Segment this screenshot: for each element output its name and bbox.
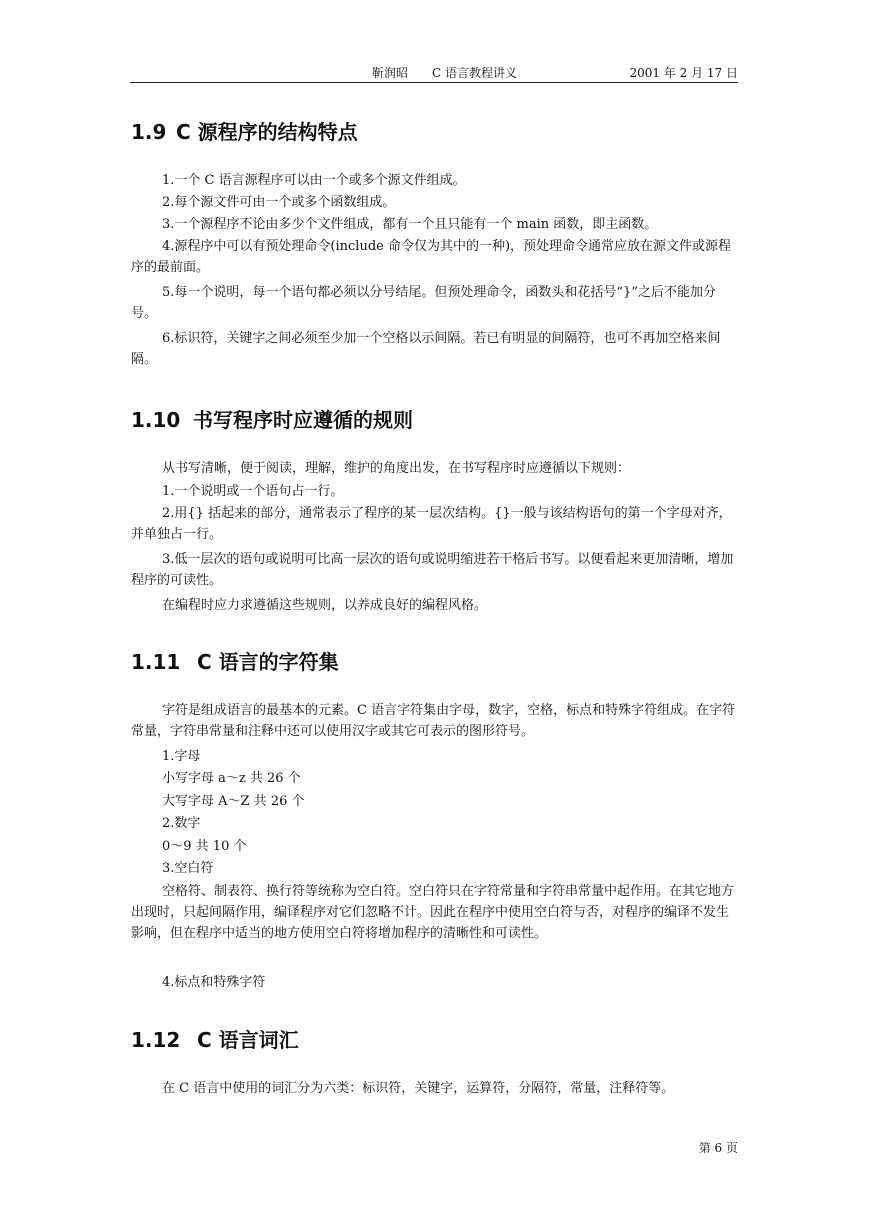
paragraph: 3.空白符	[162, 861, 214, 876]
paragraph: 6.标识符，关键字之间必须至少加一个空格以示间隔。若已有明显的间隔符，也可不再加空格来间隔。	[131, 331, 721, 367]
paragraph: 3.一个源程序不论由多少个文件组成，都有一个且只能有一个 main 函数，即主函数。	[162, 217, 658, 232]
section-title: C 语言词汇	[197, 1028, 299, 1052]
header-author: 靳润昭	[372, 66, 409, 80]
paragraph: 2.用{} 括起来的部分，通常表示了程序的某一层次结构。{}一般与该结构语句的第一个字母对齐，并单独占一行。	[131, 506, 732, 542]
paragraph: 在 C 语言中使用的词汇分为六类：标识符，关键字，运算符，分隔符，常量，注释符等。	[162, 1081, 675, 1096]
section-heading-1-9	[131, 116, 358, 145]
section-title: 书写程序时应遵循的规则	[193, 408, 413, 432]
section-heading-1-12	[131, 1024, 299, 1053]
paragraph: 大写字母 A～Z 共 26 个	[162, 794, 305, 809]
header-title: C 语言教程讲义	[432, 66, 517, 80]
section-title: C 语言的字符集	[197, 650, 339, 674]
paragraph: 1.字母	[162, 749, 201, 764]
section-number: 1.10	[131, 408, 181, 432]
paragraph: 小写字母 a～z 共 26 个	[162, 771, 301, 786]
section-number: 1.12	[131, 1028, 181, 1052]
header-date: 2001 年 2 月 17 日	[629, 66, 738, 80]
paragraph: 4.标点和特殊字符	[162, 975, 266, 990]
paragraph: 在编程时应力求遵循这些规则，以养成良好的编程风格。	[162, 598, 488, 613]
paragraph: 4.源程序中可以有预处理命令(include 命令仅为其中的一种)，预处理命令通常应放在源文件或源程序的最前面。	[131, 239, 732, 275]
page-number: 第 6 页	[698, 1141, 738, 1155]
paragraph: 2.数字	[162, 816, 201, 831]
section-heading-1-11	[131, 646, 339, 675]
paragraph: 空格符、制表符、换行符等统称为空白符。空白符只在字符常量和字符串常量中起作用。在其它地方出现时，只起间隔作用，编译程序对它们忽略不计。因此在程序中使用空白符与否，对程序的编译不发生影响，但在程序中适当的地方使用空白符将增加程序的清晰性和可读性。	[131, 884, 735, 941]
paragraph: 5.每一个说明，每一个语句都必须以分号结尾。但预处理命令，函数头和花括号“}”之后不能加分号。	[131, 285, 716, 321]
section-title: C 源程序的结构特点	[176, 120, 358, 144]
section-heading-1-10	[131, 404, 413, 433]
paragraph: 1.一个 C 语言源程序可以由一个或多个源文件组成。	[162, 173, 466, 188]
section-number: 1.9	[131, 120, 167, 144]
paragraph: 从书写清晰，便于阅读，理解，维护的角度出发，在书写程序时应遵循以下规则：	[162, 461, 631, 476]
section-number: 1.11	[131, 650, 181, 674]
paragraph: 2.每个源文件可由一个或多个函数组成。	[162, 195, 396, 210]
paragraph: 字符是组成语言的最基本的元素。C 语言字符集由字母，数字，空格，标点和特殊字符组成。在字符常量，字符串常量和注释中还可以使用汉字或其它可表示的图形符号。	[131, 703, 736, 739]
paragraph: 1.一个说明或一个语句占一行。	[162, 484, 344, 499]
paragraph: 3.低一层次的语句或说明可比高一层次的语句或说明缩进若干格后书写。以便看起来更加清晰，增加程序的可读性。	[131, 552, 734, 588]
paragraph: 0～9 共 10 个	[162, 839, 247, 854]
running-header	[130, 62, 738, 83]
